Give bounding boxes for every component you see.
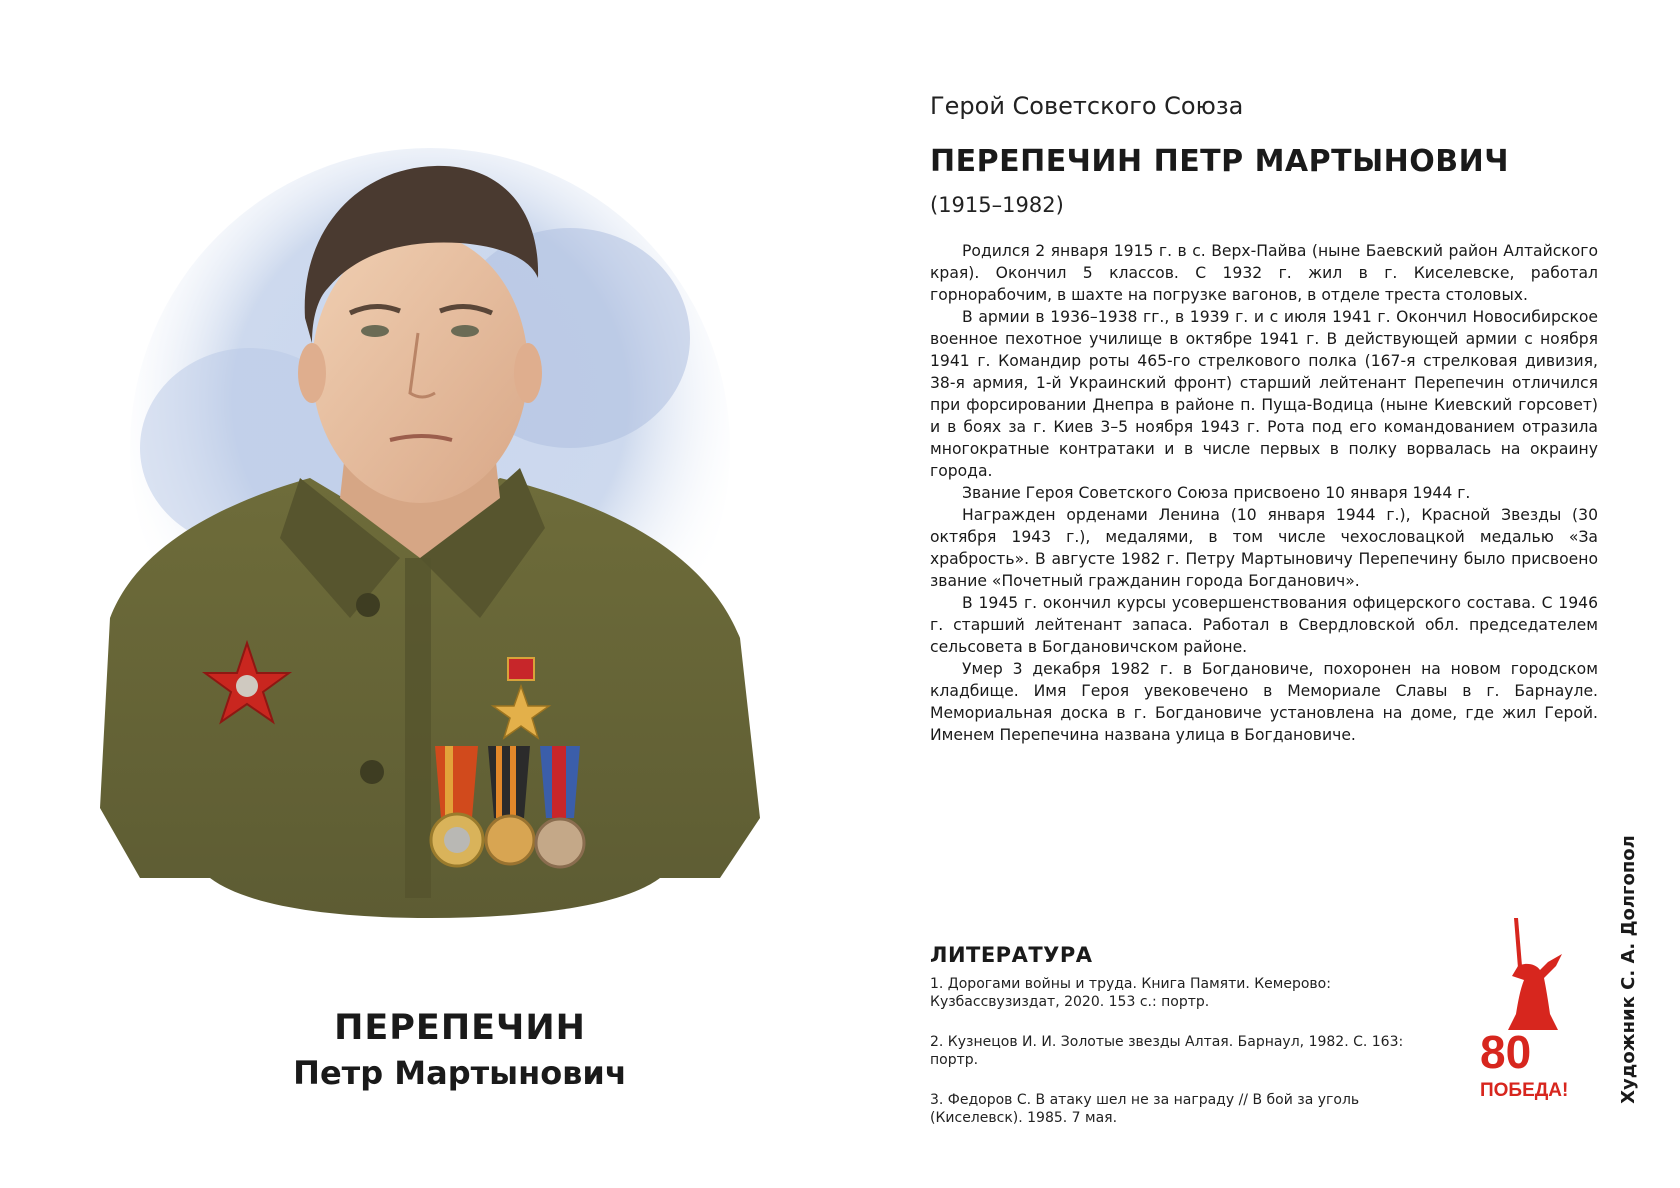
victory-80-logo	[1478, 918, 1588, 1103]
ear	[514, 343, 542, 403]
portrait-svg	[100, 118, 760, 978]
caption-surname: ПЕРЕПЕЧИН	[334, 1008, 586, 1048]
biography-paragraph: Умер 3 декабря 1982 г. в Богдановиче, похоронен на новом городском кладбище. Имя Героя увековечено в Мемориале Славы в г. Барнауле. Мемориальная доска в г. Богдановиче установлена на доме, где жил Герой. Именем Перепечина названа улица в Богдановиче.	[930, 660, 1598, 744]
literature-item: 3. Федоров С. В атаку шел не за награду // В бой за уголь (Киселевск). 1985. 7 мая.	[930, 1092, 1360, 1126]
biography-paragraph: Награжден орденами Ленина (10 января 1944 г.), Красной Звезды (30 октября 1943 г.), медалями, в том числе чехословацкой медалью «За храбрость». В августе 1982 г. Петру Мартыновичу Перепечину было присвоено звание «Почетный гражданин города Богданович».	[930, 506, 1598, 590]
biography-paragraph: Родился 2 января 1915 г. в с. Верх-Пайва (ныне Баевский район Алтайского края). Окончил 5 классов. С 1932 г. жил в г. Киселевске, работал горнорабочим, в шахте на погрузке вагонов, в отделе треста столовых.	[930, 242, 1598, 304]
biography-paragraph: Звание Героя Советского Союза присвоено 10 января 1944 г.	[962, 484, 1471, 502]
tunic-placket	[405, 558, 431, 898]
ear	[298, 343, 326, 403]
literature-heading: ЛИТЕРАТУРА	[930, 943, 1093, 967]
artist-credit	[1610, 834, 1646, 1104]
hero-title: Герой Советского Союза	[930, 92, 1244, 120]
motherland-statue-icon	[1508, 918, 1562, 1030]
biography-text	[930, 240, 1598, 746]
biography-paragraph: В 1945 г. окончил курсы усовершенствования офицерского состава. С 1946 г. старший лейтенант запаса. Работал в Свердловской обл. председателем сельсовета в Богдановичском районе.	[930, 594, 1598, 656]
life-years: (1915–1982)	[930, 193, 1064, 217]
eye	[361, 325, 389, 337]
caption-given-names: Петр Мартынович	[293, 1054, 627, 1092]
medal-icon	[486, 816, 534, 864]
bravery-medal-icon	[536, 819, 584, 867]
portrait-illustration	[100, 118, 760, 978]
medal-ribbons	[435, 746, 580, 818]
biography-paragraph: В армии в 1936–1938 гг., в 1939 г. и с июля 1941 г. Окончил Новосибирское военное пехотное училище в октябре 1941 г. В действующей армии с ноября 1941 г. Командир роты 465-го стрелкового полка (167-я стрелковая дивизия, 38-я армия, 1-й Украинский фронт) старший лейтенант Перепечин отличился при форсировании Днепра в районе п. Пуща-Водица (ныне Киевский горсовет) и в боях за г. Киев 3–5 ноября 1943 г. Рота под его командованием отразила многократные контратаки и в числе первых в полку ворвалась на окраину города.	[930, 308, 1598, 480]
tunic-button	[360, 760, 384, 784]
portrait-caption	[150, 1005, 770, 1095]
full-name-heading: ПЕРЕПЕЧИН ПЕТР МАРТЫНОВИЧ	[930, 144, 1510, 179]
gold-star-ribbon	[508, 658, 534, 680]
literature-list	[930, 975, 1450, 1149]
tunic-button	[356, 593, 380, 617]
literature-item: 1. Дорогами войны и труда. Книга Памяти. Кемерово: Кузбассвузиздат, 2020. 153 с.: портр.	[930, 976, 1331, 1010]
artist-credit-text: Художник С. А. Долгопол	[1617, 834, 1639, 1104]
victory-logo-svg	[1478, 918, 1588, 1103]
logo-number: 80	[1480, 1026, 1532, 1078]
order-of-lenin-center	[444, 827, 470, 853]
logo-word: ПОБЕДА!	[1480, 1080, 1569, 1101]
face	[312, 233, 528, 503]
red-star-center	[236, 675, 258, 697]
eye	[451, 325, 479, 337]
literature-item: 2. Кузнецов И. И. Золотые звезды Алтая. Барнаул, 1982. С. 163: портр.	[930, 1034, 1404, 1068]
